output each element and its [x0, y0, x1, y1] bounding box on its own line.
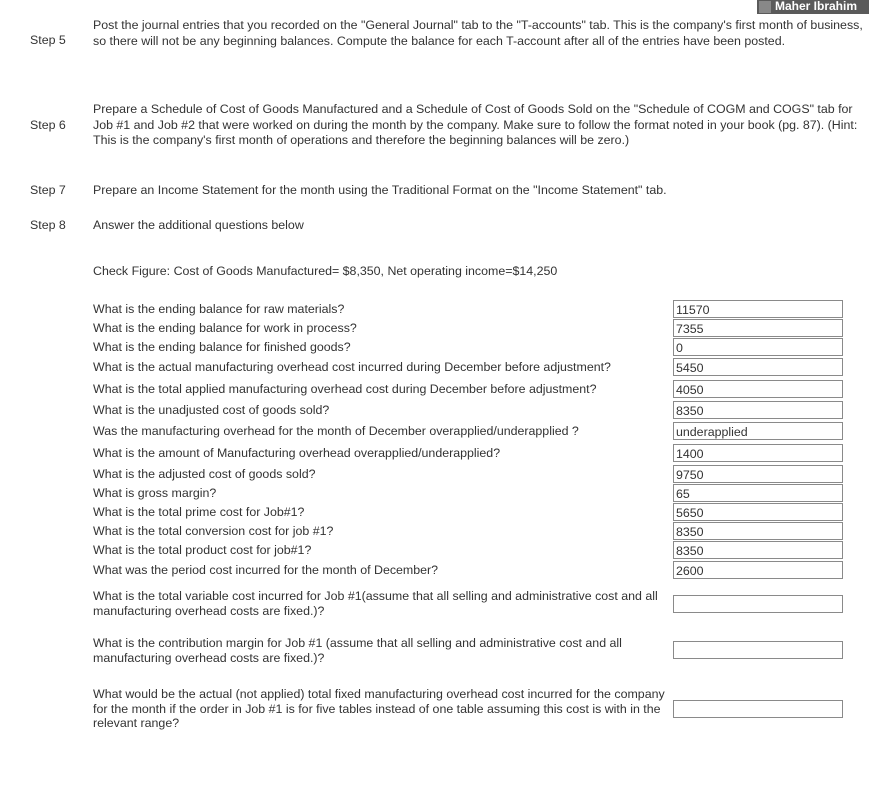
answer-prime-cost[interactable]: [673, 503, 843, 521]
answer-gross-margin[interactable]: [673, 484, 843, 502]
question-unadjusted-cogs: What is the unadjusted cost of goods sold?: [93, 403, 330, 417]
step-8-text: Answer the additional questions below: [93, 218, 304, 232]
answer-finished-goods[interactable]: [673, 338, 843, 356]
answer-work-in-process[interactable]: [673, 319, 843, 337]
question-gross-margin: What is gross margin?: [93, 486, 217, 500]
step-8-label: Step 8: [30, 218, 66, 232]
answer-over-under-applied[interactable]: [673, 422, 843, 440]
answer-fixed-overhead[interactable]: [673, 700, 843, 718]
answer-conversion-cost[interactable]: [673, 522, 843, 540]
question-period-cost: What was the period cost incurred for the month of December?: [93, 563, 439, 577]
answer-contribution-margin[interactable]: [673, 641, 843, 659]
question-variable-cost: What is the total variable cost incurred for Job #1(assume that all selling and administrative cost and all manufacturing overhead costs are fixed.)?: [93, 589, 658, 618]
check-figure: Check Figure: Cost of Goods Manufactured= $8,350, Net operating income=$14,250: [93, 264, 558, 278]
step-5-text: Post the journal entries that you recorded on the "General Journal" tab to the "T-accounts" tab. This is the company's first month of business, so there will not be any beginning balances. Compute the balance for each T-account after all of the entries have been posted.: [93, 18, 863, 48]
step-6-text: Prepare a Schedule of Cost of Goods Manufactured and a Schedule of Cost of Goods Sold on the "Schedule of COGM and COGS" tab for Job #1 and Job #2 that were worked on during the month by the company. Make sure to follow the format noted in your book (pg. 87). (Hint: This is the company's first month of operations and therefore the beginning balances will be zero.): [93, 102, 858, 147]
user-name: Maher Ibrahim: [775, 0, 858, 13]
question-fixed-overhead: What would be the actual (not applied) total fixed manufacturing overhead cost incurred for the company for the month if the order in Job #1 is for five tables instead of one table assuming this cost is with in the relevant range?: [93, 687, 665, 730]
question-prime-cost: What is the total prime cost for Job#1?: [93, 505, 305, 519]
question-finished-goods: What is the ending balance for finished goods?: [93, 340, 351, 354]
question-work-in-process: What is the ending balance for work in process?: [93, 321, 357, 335]
question-actual-overhead: What is the actual manufacturing overhead cost incurred during December before adjustment?: [93, 360, 611, 374]
question-contribution-margin: What is the contribution margin for Job #1 (assume that all selling and administrative cost and all manufacturing overhead costs are fixed.)?: [93, 636, 622, 665]
answer-raw-materials[interactable]: [673, 300, 843, 318]
question-raw-materials: What is the ending balance for raw materials?: [93, 302, 345, 316]
step-6-label: Step 6: [30, 118, 66, 132]
question-product-cost: What is the total product cost for job#1?: [93, 543, 312, 557]
question-adjusted-cogs: What is the adjusted cost of goods sold?: [93, 467, 316, 481]
step-7-label: Step 7: [30, 183, 66, 197]
step-5-label: Step 5: [30, 33, 66, 47]
answer-overhead-amount[interactable]: [673, 444, 843, 462]
step-7-text: Prepare an Income Statement for the month using the Traditional Format on the "Income Statement" tab.: [93, 183, 667, 197]
question-over-under-applied: Was the manufacturing overhead for the month of December overapplied/underapplied ?: [93, 424, 579, 438]
question-applied-overhead: What is the total applied manufacturing overhead cost during December before adjustment?: [93, 382, 597, 396]
user-avatar-icon: [759, 1, 771, 13]
answer-variable-cost[interactable]: [673, 595, 843, 613]
answer-unadjusted-cogs[interactable]: [673, 401, 843, 419]
answer-period-cost[interactable]: [673, 561, 843, 579]
answer-product-cost[interactable]: [673, 541, 843, 559]
user-name-tag[interactable]: [757, 0, 869, 14]
question-conversion-cost: What is the total conversion cost for job #1?: [93, 524, 334, 538]
question-overhead-amount: What is the amount of Manufacturing overhead overapplied/underapplied?: [93, 446, 501, 460]
answer-applied-overhead[interactable]: [673, 380, 843, 398]
answer-actual-overhead[interactable]: [673, 358, 843, 376]
answer-adjusted-cogs[interactable]: [673, 465, 843, 483]
